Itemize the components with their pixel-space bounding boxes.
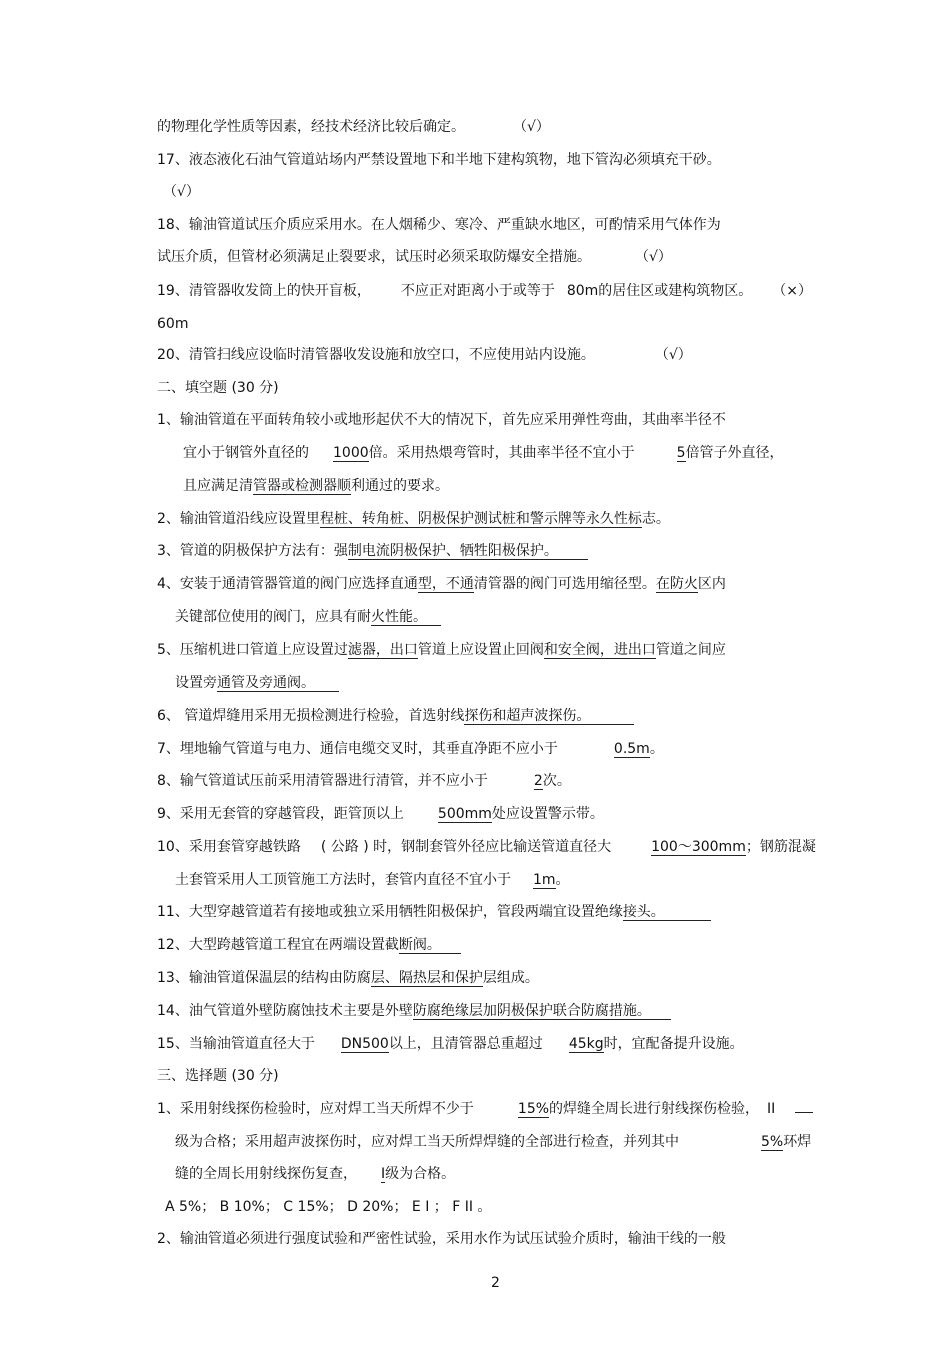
text-segment: 4、安装于通清管器管道的阀门应选择直通 (157, 576, 418, 592)
answer-blank: 100～300mm (651, 839, 746, 855)
answer-blank: 超声波探伤。 (506, 708, 634, 725)
answer-blank: 500mm (437, 806, 492, 822)
text-segment: 1、采用射线探伤检验时，应对焊工当天所焊不少于 (157, 1101, 474, 1117)
answer-blank: 层、隔热 (370, 970, 427, 986)
text-segment: 2、输油管道沿线应设置里 (157, 511, 320, 527)
answer-blank: 1000 (333, 445, 369, 461)
text-segment: 土套管采用人工顶管施工方法时，套管内直径不宜小于 (175, 872, 511, 888)
text-segment: 级为合格；采用超声波探伤时，应对焊工当天所焊焊缝的全部进行检查，并列其中 (175, 1134, 679, 1150)
text-segment: 倍。采用热煨弯管时，其曲率半径不宜小于 (368, 445, 635, 461)
text-line (175, 608, 441, 626)
answer-mark: （√） (163, 184, 200, 200)
answer-mark: （√） (513, 119, 550, 135)
text-line (175, 1165, 455, 1183)
text-line (175, 871, 570, 889)
answer-blank (795, 1112, 813, 1113)
text-segment: 。 (555, 872, 570, 888)
answer-blank: 5% (761, 1134, 784, 1150)
text-line (157, 969, 539, 987)
text-line (157, 838, 816, 856)
text-line (157, 510, 670, 528)
answer-blank: 0.5m (613, 741, 650, 757)
text-segment: 且应满足清 (183, 478, 253, 494)
text-line (157, 542, 588, 560)
text-line (157, 1100, 813, 1118)
answer-blank: I (381, 1166, 386, 1182)
text-segment: 。 (649, 741, 664, 757)
answer-mark: （√） (635, 249, 672, 265)
text-line (157, 805, 604, 823)
answer-blank: 5 (676, 445, 686, 461)
text-line (157, 118, 550, 136)
text-line (157, 772, 571, 790)
text-segment: 13、输油管道保温层的结构由防腐 (157, 970, 371, 986)
section-heading: 二、填空题 (30 分) (157, 380, 279, 396)
text-segment: 缝的全周长用射线探伤复查， (175, 1166, 357, 1182)
answer-mark: （×） (772, 283, 813, 299)
text-segment: 80m的居住区或建构筑物区。 (566, 283, 753, 299)
text-segment: 区内 (697, 576, 726, 592)
text-segment: 11、大型穿越管道若有接地或独立采用牺牲阳极保护，管段两端宜设置绝缘 (157, 904, 623, 920)
section-heading: 三、选择题 (30 分) (157, 1068, 279, 1084)
text-segment: 环焊 (783, 1134, 812, 1150)
text-line (157, 641, 726, 659)
answer-blank: 火性能。 (371, 609, 441, 626)
answer-blank: 1m (533, 872, 556, 888)
text-segment: 清管器的阀门可选用缩径型。 (473, 576, 656, 592)
answer-blank: 2 (533, 773, 543, 789)
answer-blank: 断阀。 (399, 937, 461, 954)
text-segment: 处应设置警示带。 (491, 806, 604, 822)
text-segment: 20、清管扫线应设临时清管器收发设施和放空口，不应使用站内设施。 (157, 347, 595, 363)
text-line: 60m (157, 316, 189, 332)
page-number: 2 (491, 1275, 500, 1291)
answer-blank: 和安全阀，进出口 (543, 642, 656, 658)
text-segment: 10、采用套管穿越铁路 (157, 839, 301, 855)
text-segment: 6、 管道焊缝用采用无损检测进行检验，首选射线 (157, 708, 465, 724)
text-segment: 层组成。 (482, 970, 539, 986)
text-line (157, 707, 634, 725)
text-segment: 宜小于钢管外直径的 (183, 445, 309, 461)
text-segment: ；钢筋混凝 (745, 839, 816, 855)
text-segment: 不应正对距离小于或等于 (400, 283, 555, 299)
text-line (157, 346, 692, 364)
text-line (157, 740, 664, 758)
text-segment: 时，宜配备提升设施。 (603, 1036, 744, 1052)
answer-blank: 层和保护 (426, 970, 483, 986)
text-line (157, 575, 726, 593)
text-segment: 14、油气管道外壁防腐蚀技术主要是外壁 (157, 1003, 413, 1019)
answer-blank: 制电流阴极保护、牺牲阳极保护。 (348, 543, 588, 560)
text-segment: 管道之间应 (655, 642, 726, 658)
answer-blank: 在防火 (655, 576, 698, 592)
text-line (157, 282, 812, 300)
text-line (157, 1002, 671, 1020)
text-segment: 以上，且清管器总重超过 (388, 1036, 543, 1052)
answer-blank: 15% (517, 1101, 550, 1117)
answer-mark: （√） (654, 347, 692, 363)
text-segment: 5、压缩机进口管道上应设置过 (157, 642, 348, 658)
text-segment: 9、采用无套管的穿越管段，距管顶以上 (157, 806, 404, 822)
text-segment: II (767, 1101, 776, 1117)
answer-blank: 通管及旁通阀。 (217, 675, 339, 692)
text-segment: 7、埋地输气管道与电力、通信电缆交叉时，其垂直净距不应小于 (157, 741, 558, 757)
text-line: 17、液态液化石油气管道站场内严禁设置地下和半地下建构筑物，地下管沟必须填充干砂。 (157, 152, 721, 168)
answer-blank: 45kg (568, 1036, 604, 1052)
text-line (157, 1035, 744, 1053)
text-segment: 15、当输油管道直径大于 (157, 1036, 315, 1052)
text-line (157, 248, 672, 266)
text-segment: 试压介质，但管材必须满足止裂要求，试压时必须采取防爆安全措施。 (157, 249, 591, 265)
options-line: A 5%； B 10%； C 15%； D 20%； E I ； F II 。 (165, 1199, 492, 1215)
text-line: 2、输油管道必须进行强度试验和严密性试验，采用水作为试压试验介质时，输油干线的一般 (157, 1231, 726, 1247)
answer-blank: 程桩、转角桩、阴极保护测试桩和警示牌等永久性标 (319, 511, 642, 527)
text-line (157, 903, 711, 921)
text-segment: 管道上应设置止回阀 (417, 642, 544, 658)
answer-blank: 型，不通 (417, 576, 474, 592)
text-segment: 19、清管器收发筒上的快开盲板， (157, 283, 371, 299)
text-segment: 的焊缝全周长进行射线探伤检验， (549, 1101, 760, 1117)
text-segment: 3、管道的阴极保护方法有：强 (157, 543, 348, 559)
text-segment: 级为合格。 (385, 1166, 456, 1182)
text-line (183, 477, 449, 495)
text-segment: ( 公路 ) 时，钢制套管外径应比输送管道直径大 (320, 839, 612, 855)
text-segment: 志。 (641, 511, 670, 527)
text-line (175, 1133, 811, 1151)
answer-blank: 接头。 (623, 904, 711, 921)
text-segment: 倍管子外直径， (685, 445, 784, 461)
text-line: 1、输油管道在平面转角较小或地形起伏不大的情况下，首先应采用弹性弯曲，其曲率半径不 (157, 412, 726, 428)
text-line (183, 444, 784, 462)
text-segment: 关键部位使用的阀门，应具有耐 (175, 609, 371, 625)
answer-blank: 滤器，出口 (347, 642, 418, 658)
answer-blank: 探伤和 (464, 708, 507, 724)
text-line (157, 936, 461, 954)
answer-blank: DN500 (340, 1036, 389, 1052)
text-segment: 的物理化学性质等因素，经技术经济比较后确定。 (157, 119, 465, 135)
text-segment: 12、大型跨越管道工程宜在两端设置截 (157, 937, 399, 953)
text-line (175, 674, 339, 692)
text-segment: 次。 (542, 773, 571, 789)
text-segment: 利通过的要求。 (351, 478, 449, 494)
text-line: 18、输油管道试压介质应采用水。在人烟稀少、寒冷、严重缺水地区，可酌情采用气体作为 (157, 217, 721, 233)
answer-blank: 防腐绝缘层加阴极保护联合防腐措施。 (413, 1003, 671, 1020)
answer-blank: 管器或检测器顺 (253, 478, 351, 494)
text-segment: 8、输气管道试压前采用清管器进行清管，并不应小于 (157, 773, 488, 789)
text-segment: 设置旁 (175, 675, 217, 691)
